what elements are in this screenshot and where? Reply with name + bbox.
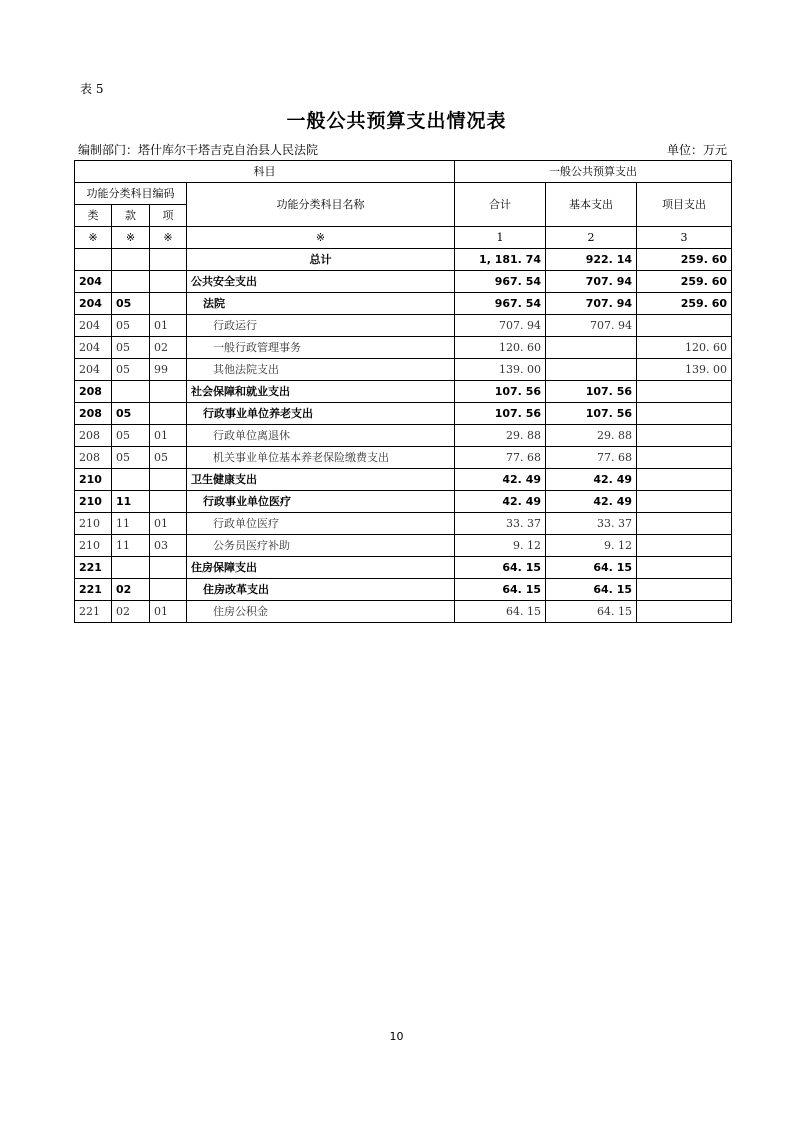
- code-kuan-cell: 05: [112, 315, 150, 337]
- code-lei-cell: [75, 249, 112, 271]
- code-lei-cell: 221: [75, 557, 112, 579]
- total-cell: 139. 00: [455, 359, 546, 381]
- col-index-2: 2: [546, 227, 637, 249]
- code-kuan-cell: [112, 557, 150, 579]
- basic-cell: 707. 94: [546, 315, 637, 337]
- basic-cell: 42. 49: [546, 491, 637, 513]
- code-xiang-cell: [150, 249, 187, 271]
- table-row: [75, 381, 732, 403]
- table-row: [75, 491, 732, 513]
- basic-cell: 107. 56: [546, 381, 637, 403]
- table-row: [75, 447, 732, 469]
- table-row: [75, 293, 732, 315]
- table-row: [75, 359, 732, 381]
- code-xiang-cell: 01: [150, 425, 187, 447]
- subject-name-cell: 社会保障和就业支出: [187, 381, 455, 403]
- code-lei-cell: 204: [75, 293, 112, 315]
- col-index-3: 3: [637, 227, 732, 249]
- basic-cell: [546, 359, 637, 381]
- table-row: [75, 249, 732, 271]
- basic-cell: 64. 15: [546, 557, 637, 579]
- header-basic: 基本支出: [546, 183, 637, 227]
- total-cell: 120. 60: [455, 337, 546, 359]
- code-kuan-cell: 02: [112, 579, 150, 601]
- total-cell: 9. 12: [455, 535, 546, 557]
- header-budget: 一般公共预算支出: [455, 161, 732, 183]
- code-xiang-cell: [150, 403, 187, 425]
- mark-cell: ※: [150, 227, 187, 249]
- code-kuan-cell: 11: [112, 513, 150, 535]
- code-xiang-cell: [150, 557, 187, 579]
- project-cell: [637, 513, 732, 535]
- mark-cell: ※: [187, 227, 455, 249]
- code-xiang-cell: 01: [150, 315, 187, 337]
- total-cell: 64. 15: [455, 579, 546, 601]
- table-row: [75, 601, 732, 623]
- project-cell: [637, 469, 732, 491]
- subject-name-cell: 行政运行: [187, 315, 455, 337]
- code-lei-cell: 210: [75, 535, 112, 557]
- table-row: [75, 557, 732, 579]
- code-lei-cell: 221: [75, 601, 112, 623]
- header-kuan: 款: [112, 205, 150, 227]
- header-lei: 类: [75, 205, 112, 227]
- total-cell: 42. 49: [455, 469, 546, 491]
- subject-name-cell: 行政单位离退休: [187, 425, 455, 447]
- header-row-1: [75, 161, 732, 183]
- code-xiang-cell: 02: [150, 337, 187, 359]
- code-kuan-cell: 05: [112, 403, 150, 425]
- col-index-1: 1: [455, 227, 546, 249]
- table-row: [75, 315, 732, 337]
- code-lei-cell: 210: [75, 491, 112, 513]
- subject-name-cell: 行政单位医疗: [187, 513, 455, 535]
- basic-cell: 33. 37: [546, 513, 637, 535]
- mark-cell: ※: [112, 227, 150, 249]
- code-kuan-cell: [112, 469, 150, 491]
- code-xiang-cell: 05: [150, 447, 187, 469]
- subject-name-cell: 卫生健康支出: [187, 469, 455, 491]
- table-row: [75, 579, 732, 601]
- code-lei-cell: 208: [75, 403, 112, 425]
- header-xiang: 项: [150, 205, 187, 227]
- basic-cell: 707. 94: [546, 271, 637, 293]
- project-cell: 120. 60: [637, 337, 732, 359]
- project-cell: [637, 579, 732, 601]
- basic-cell: 707. 94: [546, 293, 637, 315]
- table-row: [75, 271, 732, 293]
- subject-name-cell: 行政事业单位养老支出: [187, 403, 455, 425]
- table-number: 表 5: [80, 82, 104, 96]
- subject-name-cell: 总计: [187, 249, 455, 271]
- subject-name-cell: 行政事业单位医疗: [187, 491, 455, 513]
- subject-name-cell: 公务员医疗补助: [187, 535, 455, 557]
- basic-cell: 64. 15: [546, 601, 637, 623]
- subject-name-cell: 其他法院支出: [187, 359, 455, 381]
- code-kuan-cell: 02: [112, 601, 150, 623]
- code-lei-cell: 204: [75, 315, 112, 337]
- code-kuan-cell: 05: [112, 337, 150, 359]
- code-kuan-cell: 05: [112, 293, 150, 315]
- code-xiang-cell: [150, 491, 187, 513]
- project-cell: [637, 315, 732, 337]
- basic-cell: [546, 337, 637, 359]
- code-kuan-cell: [112, 271, 150, 293]
- total-cell: 64. 15: [455, 557, 546, 579]
- code-xiang-cell: [150, 271, 187, 293]
- code-xiang-cell: [150, 469, 187, 491]
- total-cell: 967. 54: [455, 293, 546, 315]
- code-xiang-cell: [150, 381, 187, 403]
- code-xiang-cell: [150, 293, 187, 315]
- code-lei-cell: 208: [75, 447, 112, 469]
- code-lei-cell: 208: [75, 425, 112, 447]
- project-cell: 259. 60: [637, 293, 732, 315]
- budget-table: [74, 160, 732, 623]
- unit-label: 单位：万元: [666, 143, 727, 157]
- project-cell: [637, 381, 732, 403]
- table-row: [75, 337, 732, 359]
- code-xiang-cell: 99: [150, 359, 187, 381]
- project-cell: [637, 557, 732, 579]
- basic-cell: 42. 49: [546, 469, 637, 491]
- basic-cell: 77. 68: [546, 447, 637, 469]
- department-label: 编制部门：塔什库尔干塔吉克自治县人民法院: [78, 143, 319, 157]
- header-row-4: [75, 227, 732, 249]
- mark-cell: ※: [75, 227, 112, 249]
- project-cell: [637, 425, 732, 447]
- subject-name-cell: 法院: [187, 293, 455, 315]
- page-title: 一般公共预算支出情况表: [286, 110, 507, 132]
- code-lei-cell: 204: [75, 337, 112, 359]
- total-cell: 967. 54: [455, 271, 546, 293]
- code-lei-cell: 204: [75, 359, 112, 381]
- project-cell: 259. 60: [637, 249, 732, 271]
- table-row: [75, 425, 732, 447]
- code-kuan-cell: 11: [112, 535, 150, 557]
- code-xiang-cell: 01: [150, 513, 187, 535]
- project-cell: 139. 00: [637, 359, 732, 381]
- code-kuan-cell: 11: [112, 491, 150, 513]
- code-kuan-cell: [112, 249, 150, 271]
- total-cell: 107. 56: [455, 381, 546, 403]
- code-lei-cell: 208: [75, 381, 112, 403]
- project-cell: 259. 60: [637, 271, 732, 293]
- basic-cell: 922. 14: [546, 249, 637, 271]
- code-kuan-cell: 05: [112, 447, 150, 469]
- project-cell: [637, 601, 732, 623]
- code-kuan-cell: [112, 381, 150, 403]
- table-row: [75, 469, 732, 491]
- total-cell: 107. 56: [455, 403, 546, 425]
- subject-name-cell: 一般行政管理事务: [187, 337, 455, 359]
- header-subject: 科目: [75, 161, 455, 183]
- code-xiang-cell: [150, 579, 187, 601]
- header-name: 功能分类科目名称: [187, 183, 455, 227]
- code-lei-cell: 204: [75, 271, 112, 293]
- project-cell: [637, 491, 732, 513]
- header-row-2: [75, 183, 732, 205]
- subject-name-cell: 住房改革支出: [187, 579, 455, 601]
- total-cell: 29. 88: [455, 425, 546, 447]
- code-lei-cell: 210: [75, 513, 112, 535]
- header-code-group: 功能分类科目编码: [75, 183, 187, 205]
- subject-name-cell: 机关事业单位基本养老保险缴费支出: [187, 447, 455, 469]
- total-cell: 42. 49: [455, 491, 546, 513]
- total-cell: 33. 37: [455, 513, 546, 535]
- total-cell: 64. 15: [455, 601, 546, 623]
- project-cell: [637, 447, 732, 469]
- basic-cell: 29. 88: [546, 425, 637, 447]
- table-row: [75, 513, 732, 535]
- subject-name-cell: 住房公积金: [187, 601, 455, 623]
- table-row: [75, 535, 732, 557]
- basic-cell: 107. 56: [546, 403, 637, 425]
- project-cell: [637, 403, 732, 425]
- subject-name-cell: 公共安全支出: [187, 271, 455, 293]
- basic-cell: 64. 15: [546, 579, 637, 601]
- subject-name-cell: 住房保障支出: [187, 557, 455, 579]
- table-row: [75, 403, 732, 425]
- total-cell: 707. 94: [455, 315, 546, 337]
- total-cell: 1, 181. 74: [455, 249, 546, 271]
- page-number: 10: [389, 1030, 404, 1043]
- code-xiang-cell: 01: [150, 601, 187, 623]
- code-lei-cell: 221: [75, 579, 112, 601]
- code-lei-cell: 210: [75, 469, 112, 491]
- code-xiang-cell: 03: [150, 535, 187, 557]
- basic-cell: 9. 12: [546, 535, 637, 557]
- total-cell: 77. 68: [455, 447, 546, 469]
- header-total: 合计: [455, 183, 546, 227]
- code-kuan-cell: 05: [112, 359, 150, 381]
- project-cell: [637, 535, 732, 557]
- code-kuan-cell: 05: [112, 425, 150, 447]
- header-project: 项目支出: [637, 183, 732, 227]
